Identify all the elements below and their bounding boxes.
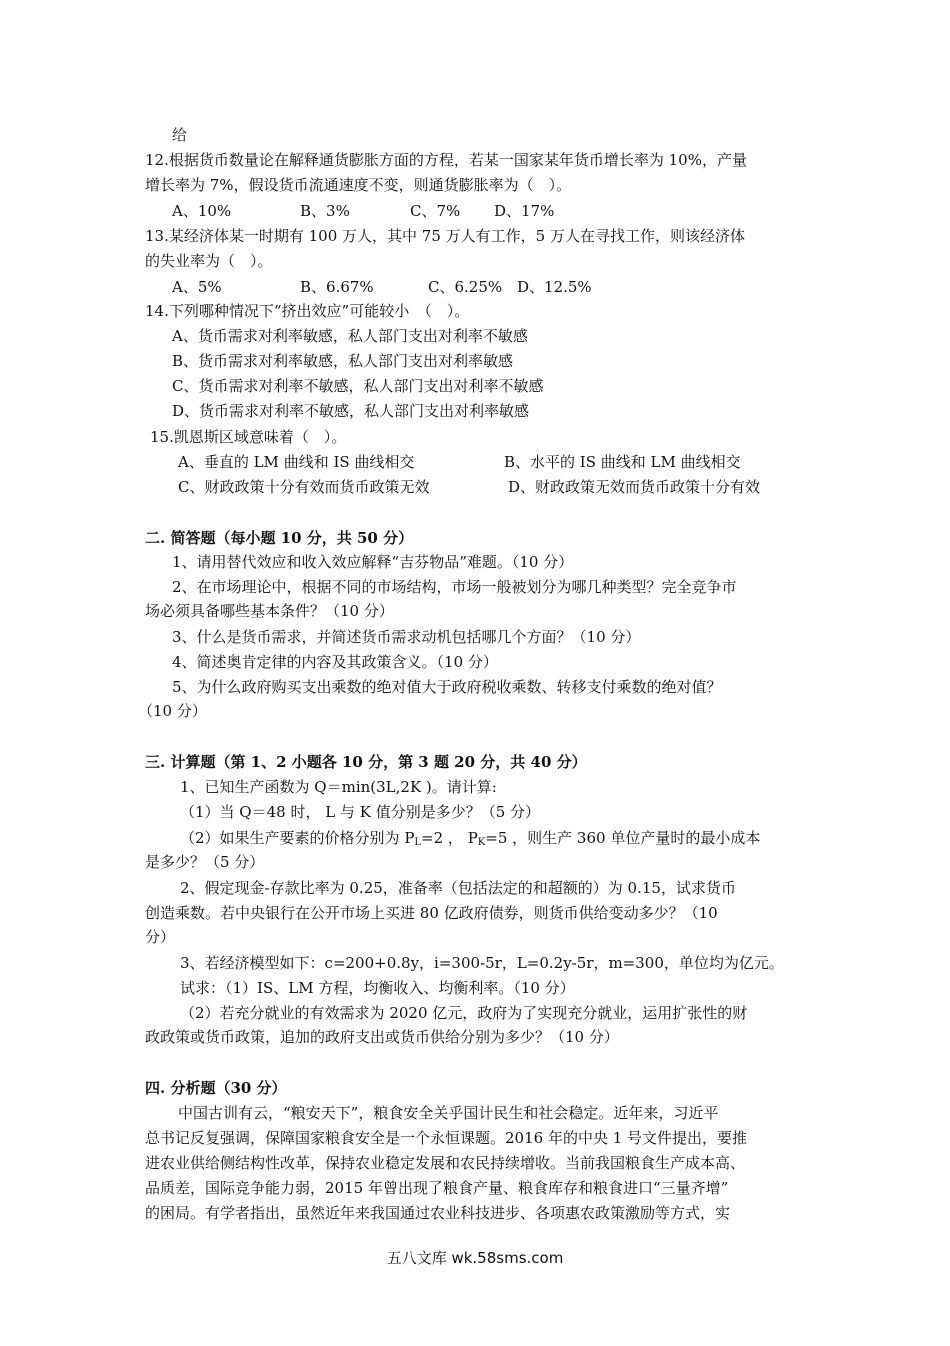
q12-stem-line2: 增长率为 7%，假设货币流通速度不变，则通货膨胀率为（ ）。 — [145, 176, 572, 194]
section3-q3-line3: （2）若充分就业的有效需求为 2020 亿元，政府为了实现充分就业，运用扩张性的财 — [180, 1004, 748, 1022]
section2-item-5-line1: 5、为什么政府购买支出乘数的绝对值大于政府税收乘数、转移支付乘数的绝对值？ — [172, 678, 722, 696]
q14-option-c: C、货币需求对利率不敏感，私人部门支出对利率不敏感 — [172, 377, 544, 395]
section2-item-1: 1、请用替代效应和收入效应解释“吉芬物品”难题。（10 分） — [172, 553, 574, 571]
section3-q1-line4: 是多少？（5 分） — [145, 853, 265, 871]
section3-q3-line4: 政政策或货币政策，追加的政府支出或货币供给分别为多少？（10 分） — [145, 1028, 619, 1046]
q15-option-a: A、垂直的 LM 曲线和 IS 曲线相交 — [178, 453, 415, 471]
section2-item-5-line2: （10 分） — [138, 702, 207, 720]
section3-q1-line2: （1）当 Q＝48 时， L 与 K 值分别是多少？（5 分） — [180, 803, 541, 821]
q14-stem: 14.下列哪种情况下“挤出效应”可能较小 （ ）。 — [145, 302, 470, 320]
section3-q2-line3: 分） — [145, 928, 176, 946]
section4-paragraph-line4: 品质差，国际竞争能力弱，2015 年曾出现了粮食产量、粮食库存和粮食进口“三量齐增” — [145, 1179, 729, 1197]
q13-stem-line2: 的失业率为（ ）。 — [145, 252, 273, 270]
section3-q1-line3: （2）如果生产要素的价格分别为 $P_L=2$ ， $P_K=5$ ，则生产 360 单位产量时的最小成本 — [180, 829, 761, 848]
footer-watermark: 五八文库 wk.58sms.com — [386, 1249, 564, 1267]
q15-option-d: D、财政政策无效而货币政策十分有效 — [508, 478, 761, 496]
q12-option-b: B、3% — [300, 202, 350, 220]
section3-q2-line2: 创造乘数。若中央银行在公开市场上买进 80 亿政府债券，则货币供给变动多少？（10 — [145, 904, 718, 922]
q14-option-a: A、货币需求对利率敏感，私人部门支出对利率不敏感 — [172, 327, 528, 345]
section3-q3-line1: 3、若经济模型如下：c=200+0.8y，i=300-5r，L=0.2y-5r，m=300，单位均为亿元。 — [180, 954, 784, 972]
q14-option-d: D、货币需求对利率不敏感，私人部门支出对利率敏感 — [172, 402, 530, 420]
q13-option-a: A、5% — [172, 278, 222, 296]
section3-q2-line1: 2、假定现金-存款比率为 0.25，准备率（包括法定的和超额的）为 0.15，试求货币 — [180, 879, 736, 897]
q11-tail: 给 — [172, 126, 188, 144]
section3-heading: 三. 计算题（第 1、2 小题各 10 分，第 3 题 20 分，共 40 分） — [145, 753, 587, 771]
section2-item-3: 3、什么是货币需求，并简述货币需求动机包括哪几个方面？（10 分） — [172, 628, 641, 646]
section4-paragraph-line5: 的困局。有学者指出，虽然近年来我国通过农业科技进步、各项惠农政策激励等方式，实 — [145, 1204, 731, 1222]
section2-item-2-line2: 场必须具备哪些基本条件？（10 分） — [145, 602, 394, 620]
q15-option-b: B、水平的 IS 曲线和 LM 曲线相交 — [504, 453, 741, 471]
q15-stem: 15.凯恩斯区域意味着（ ）。 — [150, 428, 347, 446]
section3-q3-line2: 试求：（1）IS、LM 方程，均衡收入、均衡利率。（10 分） — [180, 979, 575, 997]
q12-option-d: D、17% — [494, 202, 555, 220]
section2-heading: 二. 简答题（每小题 10 分，共 50 分） — [145, 529, 414, 547]
q12-stem-line1: 12.根据货币数量论在解释通货膨胀方面的方程，若某一国家某年货币增长率为 10%，产量 — [145, 151, 747, 169]
q15-option-c: C、财政政策十分有效而货币政策无效 — [178, 478, 430, 496]
q13-stem-line1: 13.某经济体某一时期有 100 万人，其中 75 万人有工作，5 万人在寻找工作，则该经济体 — [145, 227, 745, 245]
section4-heading: 四. 分析题（30 分） — [145, 1079, 287, 1097]
section2-item-2-line1: 2、在市场理论中，根据不同的市场结构，市场一般被划分为哪几种类型？完全竞争市 — [172, 578, 737, 596]
q13-option-d: D、12.5% — [517, 278, 592, 296]
section2-item-4: 4、简述奥肯定律的内容及其政策含义。（10 分） — [172, 653, 498, 671]
section4-paragraph-line3: 进农业供给侧结构性改革，保持农业稳定发展和农民持续增收。当前我国粮食生产成本高、 — [145, 1154, 746, 1172]
q12-option-c: C、7% — [410, 202, 461, 220]
section3-q1-line1: 1、已知生产函数为 Q＝min(3L,2K )。请计算: — [180, 778, 497, 796]
q13-option-b: B、6.67% — [300, 278, 374, 296]
q13-option-c: C、6.25% — [428, 278, 503, 296]
section4-paragraph-line1: 中国古训有云，“粮安天下”，粮食安全关乎国计民生和社会稳定。近年来，习近平 — [178, 1104, 719, 1122]
q12-option-a: A、10% — [172, 202, 232, 220]
section4-paragraph-line2: 总书记反复强调，保障国家粮食安全是一个永恒课题。2016 年的中央 1 号文件提出，要推 — [145, 1129, 748, 1147]
q14-option-b: B、货币需求对利率敏感，私人部门支出对利率敏感 — [172, 352, 514, 370]
